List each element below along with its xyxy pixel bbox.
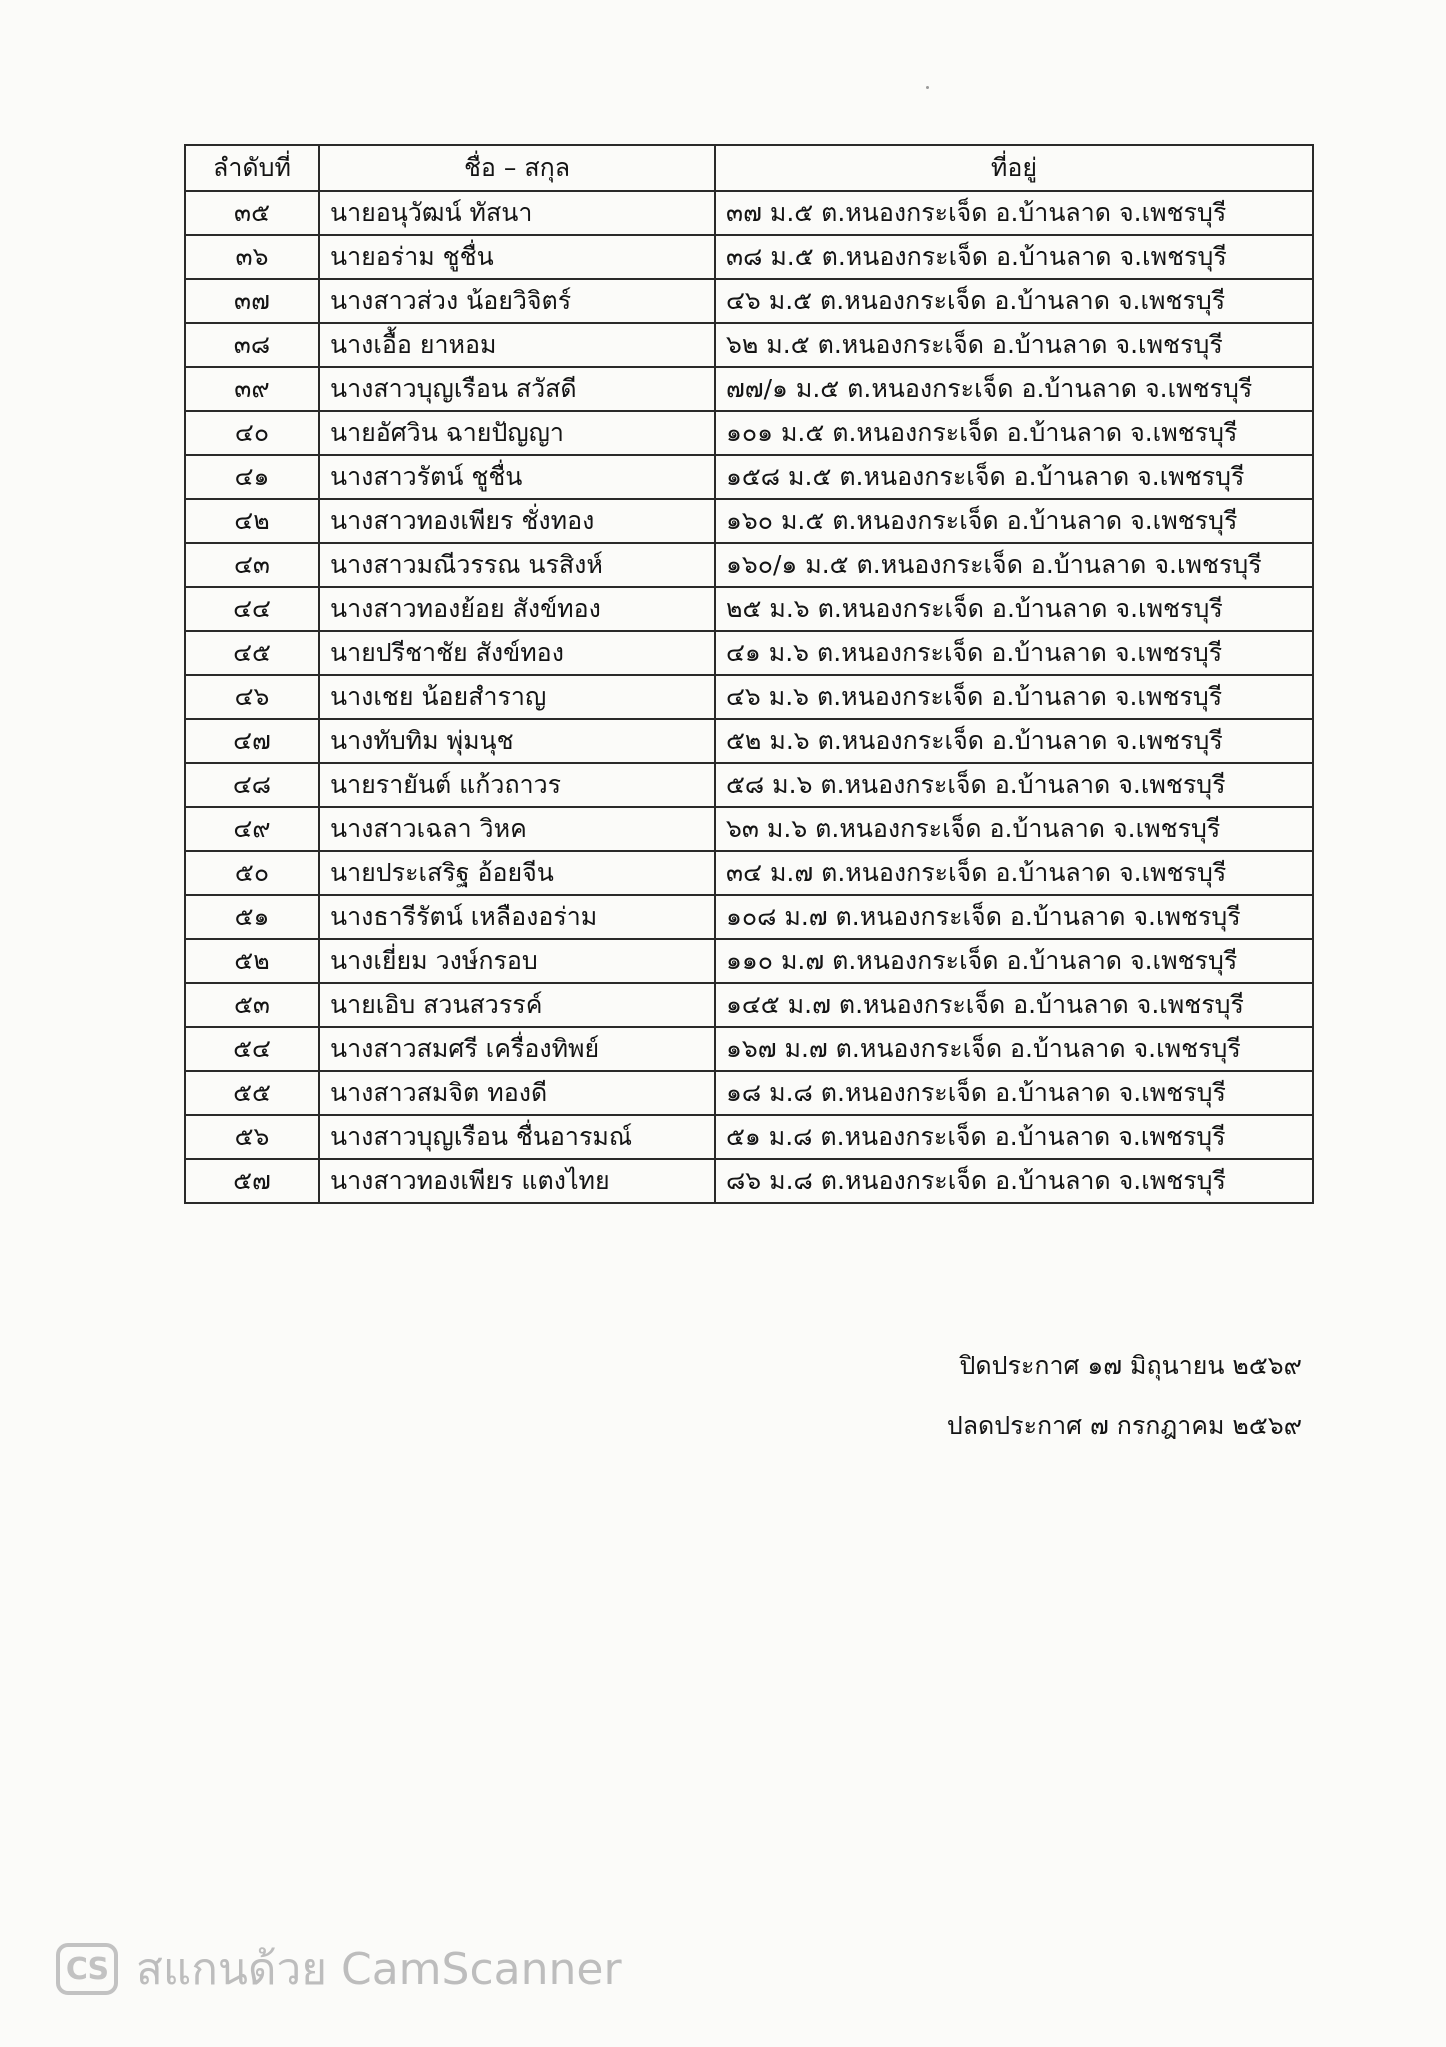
table-row	[185, 851, 1313, 895]
table-row	[185, 1115, 1313, 1159]
row-address: ๑๕๘ ม.๕ ต.หนองกระเจ็ด อ.บ้านลาด จ.เพชรบุรี	[715, 455, 1313, 499]
row-name: นางสาวทองเพียร แตงไทย	[319, 1159, 715, 1203]
row-name: นายอร่าม ชูชื่น	[319, 235, 715, 279]
row-name: นางสาวทองเพียร ชั่งทอง	[319, 499, 715, 543]
row-number: ๔๒	[185, 499, 319, 543]
row-number: ๔๘	[185, 763, 319, 807]
table-row	[185, 367, 1313, 411]
row-number: ๔๓	[185, 543, 319, 587]
table-row	[185, 455, 1313, 499]
table-row	[185, 719, 1313, 763]
row-number: ๔๔	[185, 587, 319, 631]
row-name: นางสาวบุญเรือน ชื่นอารมณ์	[319, 1115, 715, 1159]
row-name: นางสาวสมจิต ทองดี	[319, 1071, 715, 1115]
row-address: ๓๗ ม.๕ ต.หนองกระเจ็ด อ.บ้านลาด จ.เพชรบุรี	[715, 191, 1313, 235]
table-row	[185, 807, 1313, 851]
row-number: ๔๖	[185, 675, 319, 719]
row-address: ๑๖๐/๑ ม.๕ ต.หนองกระเจ็ด อ.บ้านลาด จ.เพชรบุรี	[715, 543, 1313, 587]
row-name: นางสาวรัตน์ ชูชื่น	[319, 455, 715, 499]
table-row	[185, 983, 1313, 1027]
row-name: นางธารีรัตน์ เหลืองอร่าม	[319, 895, 715, 939]
table-row	[185, 675, 1313, 719]
row-name: นายปรีชาชัย สังข์ทอง	[319, 631, 715, 675]
table-header-row	[185, 145, 1313, 191]
row-name: นางสาวทองย้อย สังข์ทอง	[319, 587, 715, 631]
row-number: ๕๑	[185, 895, 319, 939]
camscanner-watermark	[56, 1934, 622, 2004]
row-name: นางเชย น้อยสำราญ	[319, 675, 715, 719]
row-address: ๔๖ ม.๕ ต.หนองกระเจ็ด อ.บ้านลาด จ.เพชรบุรี	[715, 279, 1313, 323]
row-number: ๓๙	[185, 367, 319, 411]
row-address: ๕๑ ม.๘ ต.หนองกระเจ็ด อ.บ้านลาด จ.เพชรบุรี	[715, 1115, 1313, 1159]
table-row	[185, 587, 1313, 631]
row-number: ๓๘	[185, 323, 319, 367]
row-name: นางทับทิม พุ่มนุช	[319, 719, 715, 763]
row-address: ๑๖๐ ม.๕ ต.หนองกระเจ็ด อ.บ้านลาด จ.เพชรบุรี	[715, 499, 1313, 543]
table-row	[185, 1027, 1313, 1071]
roster-table	[184, 144, 1314, 1204]
table-row	[185, 631, 1313, 675]
header-address: ที่อยู่	[715, 145, 1313, 191]
row-name: นายอนุวัฒน์ ทัสนา	[319, 191, 715, 235]
row-address: ๔๑ ม.๖ ต.หนองกระเจ็ด อ.บ้านลาด จ.เพชรบุรี	[715, 631, 1313, 675]
row-number: ๔๙	[185, 807, 319, 851]
table-row	[185, 499, 1313, 543]
row-name: นางเอื้อ ยาหอม	[319, 323, 715, 367]
table-row	[185, 323, 1313, 367]
row-number: ๓๗	[185, 279, 319, 323]
row-address: ๒๕ ม.๖ ต.หนองกระเจ็ด อ.บ้านลาด จ.เพชรบุรี	[715, 587, 1313, 631]
row-number: ๓๕	[185, 191, 319, 235]
header-name: ชื่อ – สกุล	[319, 145, 715, 191]
table-row	[185, 1071, 1313, 1115]
row-address: ๓๔ ม.๗ ต.หนองกระเจ็ด อ.บ้านลาด จ.เพชรบุรี	[715, 851, 1313, 895]
table-row	[185, 279, 1313, 323]
row-address: ๗๗/๑ ม.๕ ต.หนองกระเจ็ด อ.บ้านลาด จ.เพชรบุรี	[715, 367, 1313, 411]
row-name: นายประเสริฐ อ้อยจีน	[319, 851, 715, 895]
row-number: ๔๕	[185, 631, 319, 675]
row-address: ๑๘ ม.๘ ต.หนองกระเจ็ด อ.บ้านลาด จ.เพชรบุรี	[715, 1071, 1313, 1115]
row-address: ๖๒ ม.๕ ต.หนองกระเจ็ด อ.บ้านลาด จ.เพชรบุรี	[715, 323, 1313, 367]
row-name: นางสาวส่วง น้อยวิจิตร์	[319, 279, 715, 323]
table-row	[185, 543, 1313, 587]
table-row	[185, 235, 1313, 279]
row-name: นายรายันต์ แก้วถาวร	[319, 763, 715, 807]
notice-dates	[947, 1336, 1302, 1456]
row-address: ๑๖๗ ม.๗ ต.หนองกระเจ็ด อ.บ้านลาด จ.เพชรบุรี	[715, 1027, 1313, 1071]
row-address: ๑๑๐ ม.๗ ต.หนองกระเจ็ด อ.บ้านลาด จ.เพชรบุรี	[715, 939, 1313, 983]
row-number: ๕๖	[185, 1115, 319, 1159]
row-number: ๕๓	[185, 983, 319, 1027]
row-name: นางสาวมณีวรรณ นรสิงห์	[319, 543, 715, 587]
row-name: นางสาวบุญเรือน สวัสดี	[319, 367, 715, 411]
removed-date: ปลดประกาศ ๗ กรกฎาคม ๒๕๖๙	[946, 1411, 1302, 1440]
watermark-text: สแกนด้วย CamScanner	[136, 1944, 622, 1995]
row-address: ๑๐๑ ม.๕ ต.หนองกระเจ็ด อ.บ้านลาด จ.เพชรบุรี	[715, 411, 1313, 455]
row-address: ๕๒ ม.๖ ต.หนองกระเจ็ด อ.บ้านลาด จ.เพชรบุรี	[715, 719, 1313, 763]
table-row	[185, 191, 1313, 235]
row-name: นางเยี่ยม วงษ์กรอบ	[319, 939, 715, 983]
table-row	[185, 895, 1313, 939]
row-number: ๔๗	[185, 719, 319, 763]
table-row	[185, 939, 1313, 983]
row-number: ๓๖	[185, 235, 319, 279]
row-name: นางสาวสมศรี เครื่องทิพย์	[319, 1027, 715, 1071]
row-number: ๕๗	[185, 1159, 319, 1203]
row-name: นางสาวเฉลา วิหค	[319, 807, 715, 851]
row-address: ๖๓ ม.๖ ต.หนองกระเจ็ด อ.บ้านลาด จ.เพชรบุรี	[715, 807, 1313, 851]
row-number: ๕๒	[185, 939, 319, 983]
row-address: ๑๔๕ ม.๗ ต.หนองกระเจ็ด อ.บ้านลาด จ.เพชรบุรี	[715, 983, 1313, 1027]
table-row	[185, 411, 1313, 455]
table-body	[185, 191, 1313, 1203]
row-name: นายเอิบ สวนสวรรค์	[319, 983, 715, 1027]
row-number: ๕๔	[185, 1027, 319, 1071]
row-number: ๕๕	[185, 1071, 319, 1115]
row-name: นายอัศวิน ฉายปัญญา	[319, 411, 715, 455]
camscanner-logo-icon: CS	[56, 1943, 118, 1995]
row-address: ๔๖ ม.๖ ต.หนองกระเจ็ด อ.บ้านลาด จ.เพชรบุรี	[715, 675, 1313, 719]
header-number: ลำดับที่	[185, 145, 319, 191]
row-address: ๓๘ ม.๕ ต.หนองกระเจ็ด อ.บ้านลาด จ.เพชรบุรี	[715, 235, 1313, 279]
posted-date: ปิดประกาศ ๑๗ มิถุนายน ๒๕๖๙	[959, 1351, 1302, 1380]
row-address: ๘๖ ม.๘ ต.หนองกระเจ็ด อ.บ้านลาด จ.เพชรบุรี	[715, 1159, 1313, 1203]
row-number: ๔๐	[185, 411, 319, 455]
row-number: ๔๑	[185, 455, 319, 499]
row-number: ๕๐	[185, 851, 319, 895]
table-row	[185, 1159, 1313, 1203]
table-row	[185, 763, 1313, 807]
row-address: ๕๘ ม.๖ ต.หนองกระเจ็ด อ.บ้านลาด จ.เพชรบุรี	[715, 763, 1313, 807]
row-address: ๑๐๘ ม.๗ ต.หนองกระเจ็ด อ.บ้านลาด จ.เพชรบุรี	[715, 895, 1313, 939]
scan-speck	[926, 86, 929, 89]
